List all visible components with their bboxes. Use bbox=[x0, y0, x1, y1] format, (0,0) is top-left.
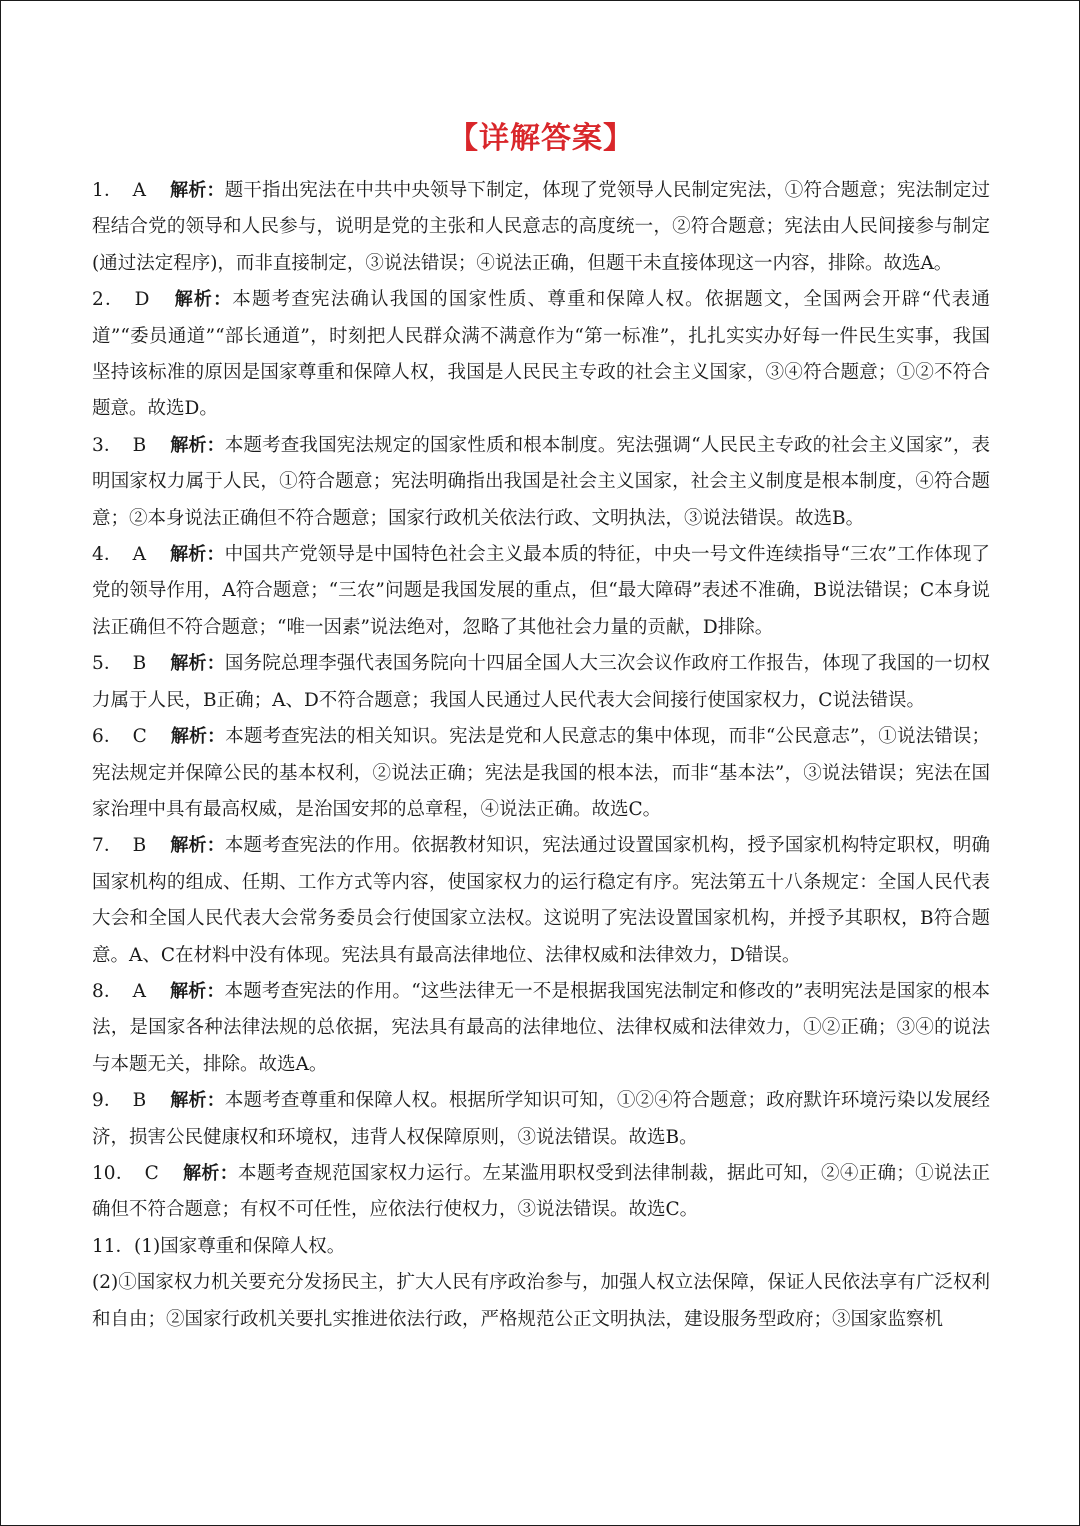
question-number: 8． bbox=[92, 980, 123, 1002]
analysis-label: 解析： bbox=[182, 1162, 239, 1184]
analysis-label: 解析： bbox=[170, 434, 225, 456]
answer-item bbox=[92, 1156, 990, 1229]
analysis-label: 解析： bbox=[170, 835, 225, 857]
question-number: 2． bbox=[92, 289, 125, 311]
answer-11-part2: (2)①国家权力机关要充分发扬民主，扩大人民有序政治参与，加强人权立法保障，保证人民依法享有广泛权利和自由；②国家行政机关要扎实推进依法行政，严格规范公正文明执法，建设服务型政府；③国家监察机 bbox=[92, 1272, 990, 1330]
analysis-text: 本题考查宪法确认我国的国家性质、尊重和保障人权。依据题文，全国两会开辟“代表通道”“委员通道”“部长通道”，时刻把人民群众满不满意作为“第一标准”，扎扎实实办好每一件民生实事，我国坚持该标准的原因是国家尊重和保障人权，我国是人民民主专政的社会主义国家，③④符合题意；①②不符合题意。故选D。 bbox=[92, 289, 990, 420]
question-number: 7． bbox=[92, 835, 123, 857]
answer-letter: C bbox=[144, 1162, 159, 1184]
question-number: 5． bbox=[92, 653, 123, 675]
answer-letter: D bbox=[134, 289, 150, 311]
question-number: 9． bbox=[92, 1090, 123, 1112]
analysis-text: 本题考查宪法的作用。依据教材知识，宪法通过设置国家机构，授予国家机构特定职权，明确国家机构的组成、任期、工作方式等内容，使国家权力的运行稳定有序。宪法第五十八条规定：全国人民代表大会和全国人民代表大会常务委员会行使国家立法权。这说明了宪法设置国家机构，并授予其职权，B符合题意。A、C在材料中没有体现。宪法具有最高法律地位、法律权威和法律效力，D错误。 bbox=[92, 835, 990, 966]
answer-item bbox=[92, 537, 990, 646]
question-number: 10． bbox=[92, 1162, 135, 1184]
answer-letter: A bbox=[132, 544, 146, 566]
analysis-text: 国务院总理李强代表国务院向十四届全国人大三次会议作政府工作报告，体现了我国的一切权力属于人民，B正确；A、D不符合题意；我国人民通过人民代表大会间接行使国家权力，C说法错误。 bbox=[92, 653, 990, 711]
question-number: 6． bbox=[92, 726, 123, 748]
analysis-label: 解析： bbox=[170, 653, 225, 675]
analysis-text: 题干指出宪法在中共中央领导下制定，体现了党领导人民制定宪法，①符合题意；宪法制定过程结合党的领导和人民参与，说明是党的主张和人民意志的高度统一，②符合题意；宪法由人民间接参与制定(通过法定程序)，而非直接制定，③说法错误；④说法正确，但题干未直接体现这一内容，排除。故选A。 bbox=[92, 180, 990, 274]
analysis-label: 解析： bbox=[169, 544, 225, 566]
analysis-text: 中国共产党领导是中国特色社会主义最本质的特征，中央一号文件连续指导“三农”工作体现了党的领导作用，A符合题意；“三农”问题是我国发展的重点，但“最大障碍”表述不准确，B说法错误；C本身说法正确但不符合题意；“唯一因素”说法绝对，忽略了其他社会力量的贡献，D排除。 bbox=[92, 544, 991, 638]
analysis-text: 本题考查我国宪法规定的国家性质和根本制度。宪法强调“人民民主专政的社会主义国家”，表明国家权力属于人民，①符合题意；宪法明确指出我国是社会主义国家，社会主义制度是根本制度，④符合题意；②本身说法正确但不符合题意；国家行政机关依法行政、文明执法，③说法错误。故选B。 bbox=[92, 434, 991, 529]
answer-letter: B bbox=[132, 434, 147, 456]
answer-letter: B bbox=[132, 653, 147, 675]
answer-letter: C bbox=[132, 726, 147, 748]
answer-letter: B bbox=[132, 1090, 147, 1112]
analysis-label: 解析： bbox=[169, 980, 225, 1002]
answer-letter: B bbox=[132, 835, 147, 857]
answer-11-part1: 11．(1)国家尊重和保障人权。 bbox=[92, 1235, 346, 1257]
answer-item bbox=[92, 974, 990, 1083]
answer-item bbox=[92, 646, 990, 719]
answer-list bbox=[92, 173, 990, 1338]
answer-items bbox=[92, 173, 990, 1229]
answer-letter: A bbox=[132, 180, 146, 201]
answer-item bbox=[92, 1083, 990, 1156]
answer-item bbox=[92, 719, 990, 828]
analysis-label: 解析： bbox=[170, 180, 225, 201]
analysis-label: 解析： bbox=[170, 726, 226, 748]
question-number: 1． bbox=[92, 180, 123, 201]
answer-item bbox=[92, 428, 990, 537]
analysis-text: 本题考查规范国家权力运行。左某滥用职权受到法律制裁，据此可知，②④正确；①说法正确但不符合题意；有权不可任性，应依法行使权力，③说法错误。故选C。 bbox=[92, 1162, 990, 1221]
analysis-label: 解析： bbox=[170, 1090, 225, 1112]
answer-item bbox=[92, 173, 990, 282]
answer-letter: A bbox=[132, 980, 146, 1002]
analysis-label: 解析： bbox=[173, 289, 233, 311]
analysis-text: 本题考查尊重和保障人权。根据所学知识可知，①②④符合题意；政府默许环境污染以发展经济，损害公民健康权和环境权，违背人权保障原则，③说法错误。故选B。 bbox=[92, 1090, 990, 1148]
question-number: 3． bbox=[92, 434, 123, 456]
answer-item bbox=[92, 282, 990, 428]
page-title: 【详解答案】 bbox=[448, 121, 634, 156]
analysis-text: 本题考查宪法的作用。“这些法律无一不是根据我国宪法制定和修改的”表明宪法是国家的根本法，是国家各种法律法规的总依据，宪法具有最高的法律地位、法律权威和法律效力，①②正确；③④的说法与本题无关，排除。故选A。 bbox=[92, 980, 991, 1075]
analysis-text: 本题考查宪法的相关知识。宪法是党和人民意志的集中体现，而非“公民意志”，①说法错误；宪法规定并保障公民的基本权利，②说法正确；宪法是我国的根本法，而非“基本法”，③说法错误；宪法在国家治理中具有最高权威，是治国安邦的总章程，④说法正确。故选C。 bbox=[92, 726, 991, 820]
question-number: 4． bbox=[92, 544, 123, 566]
answer-item bbox=[92, 828, 990, 974]
